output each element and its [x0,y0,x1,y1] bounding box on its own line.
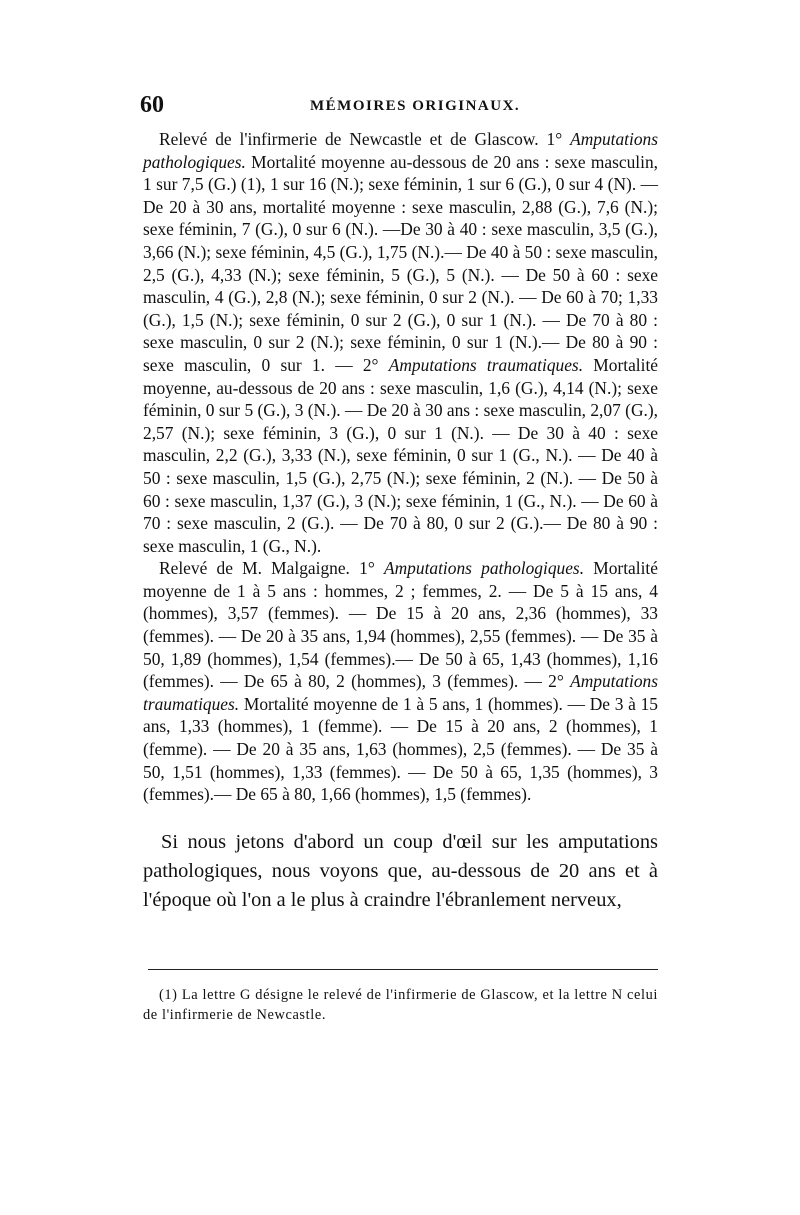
italic-heading: Amputations traumatiques. [388,354,584,375]
page-number: 60 [140,92,164,118]
text-segment: Relevé de l'infirmerie de Newcastle et de Glascow. 1° [159,129,571,149]
text-segment: Mortalité moyenne, au-dessous de 20 ans : sexe masculin, 1,6 (G.), 4,14 (N.); sexe féminin, 0 sur 5 (G.), 3 (N.). — De 20 à 30 ans : sexe masculin, 2,07 (G.), 2,57 (N.); sexe féminin, 3 (G.), 0 sur 1 (N.). — De 30 à 40 : sexe masculin, 2,2 (G.), 3,33 (N.), sexe féminin, 0 sur 1 (G., N.). — De 40 à 50 : sexe masculin, 1,5 (G.), 2,75 (N.); sexe féminin, 2 (N.). — De 50 à 60 : sexe masculin, 1,37 (G.), 3 (N.); sexe féminin, 1 (G., N.). — De 60 à 70 : sexe masculin, 2 (G.). — De 70 à 80, 0 sur 2 (G.).— De 80 à 90 : sexe masculin, 1 (G., N.). [143,354,658,556]
italic-heading: Amputations traumatiques. [143,671,658,714]
footnote: (1) La lettre G désigne le relevé de l'infirmerie de Glascow, et la lettre N celui de l'infirmerie de Newcastle. [143,987,658,1023]
text-segment: Mortalité moyenne de 1 à 5 ans : hommes, 2 ; femmes, 2. — De 5 à 15 ans, 4 (hommes), 3,57 (femmes). — De 15 à 20 ans, 2,36 (hommes), 33 (femmes). — De 20 à 35 ans, 1,94 (hommes), 2,55 (femmes). — De 35 à 50, 1,89 (hommes), 1,54 (femmes).— De 50 à 65, 1,43 (hommes), 1,16 (femmes). — De 65 à 80, 2 (hommes), 3 (femmes). — 2° [143,558,658,692]
paragraph-malgaigne [143,557,658,806]
main-paragraph: Si nous jetons d'abord un coup d'œil sur les amputations pathologiques, nous voyons que, au-dessous de 20 ans et à l'époque où l'on a le plus à craindre l'ébranlement nerveux, [143,830,658,911]
italic-heading: Amputations pathologiques. [143,129,658,172]
text-segment: Mortalité moyenne au-dessous de 20 ans : sexe masculin, 1 sur 7,5 (G.) (1), 1 sur 16 (N.); sexe féminin, 1 sur 6 (G.), 0 sur 4 (N). — De 20 à 30 ans, mortalité moyenne : sexe masculin, 2,88 (G.), 7,6 (N.); sexe féminin, 7 (G.), 0 sur 6 (N.). —De 30 à 40 : sexe masculin, 3,5 (G.), 3,66 (N.); sexe féminin, 4,5 (G.), 1,75 (N.).— De 40 à 50 : sexe masculin, 2,5 (G.), 4,33 (N.); sexe féminin, 5 (G.), 5 (N.). — De 50 à 60 : sexe masculin, 4 (G.), 2,8 (N.); sexe féminin, 0 sur 2 (N.). — De 60 à 70; 1,33 (G.), 1,5 (N.); sexe féminin, 0 sur 2 (G.), 0 sur 1 (N.). — De 70 à 80 : sexe masculin, 0 sur 2 (N.); sexe féminin, 0 sur 1 (N.).— De 80 à 90 : sexe masculin, 0 sur 1. — 2° [143,151,658,375]
text-segment: Mortalité moyenne de 1 à 5 ans, 1 (hommes). — De 3 à 15 ans, 1,33 (hommes), 1 (femme). — De 15 à 20 ans, 2 (hommes), 1 (femme). — De 20 à 35 ans, 1,63 (hommes), 2,5 (femmes). — De 35 à 50, 1,51 (hommes), 1,33 (femmes). — De 50 à 65, 1,35 (hommes), 3 (femmes).— De 65 à 80, 1,66 (hommes), 1,5 (femmes). [143,693,658,805]
running-header [140,92,660,122]
text-segment: Relevé de M. Malgaigne. 1° [159,558,384,579]
body-text [143,128,658,915]
italic-heading: Amputations pathologiques. [384,558,585,579]
footnote-rule [148,969,658,970]
paragraph-newcastle-glascow [143,128,658,557]
running-title: MÉMOIRES ORIGINAUX. [310,98,521,114]
